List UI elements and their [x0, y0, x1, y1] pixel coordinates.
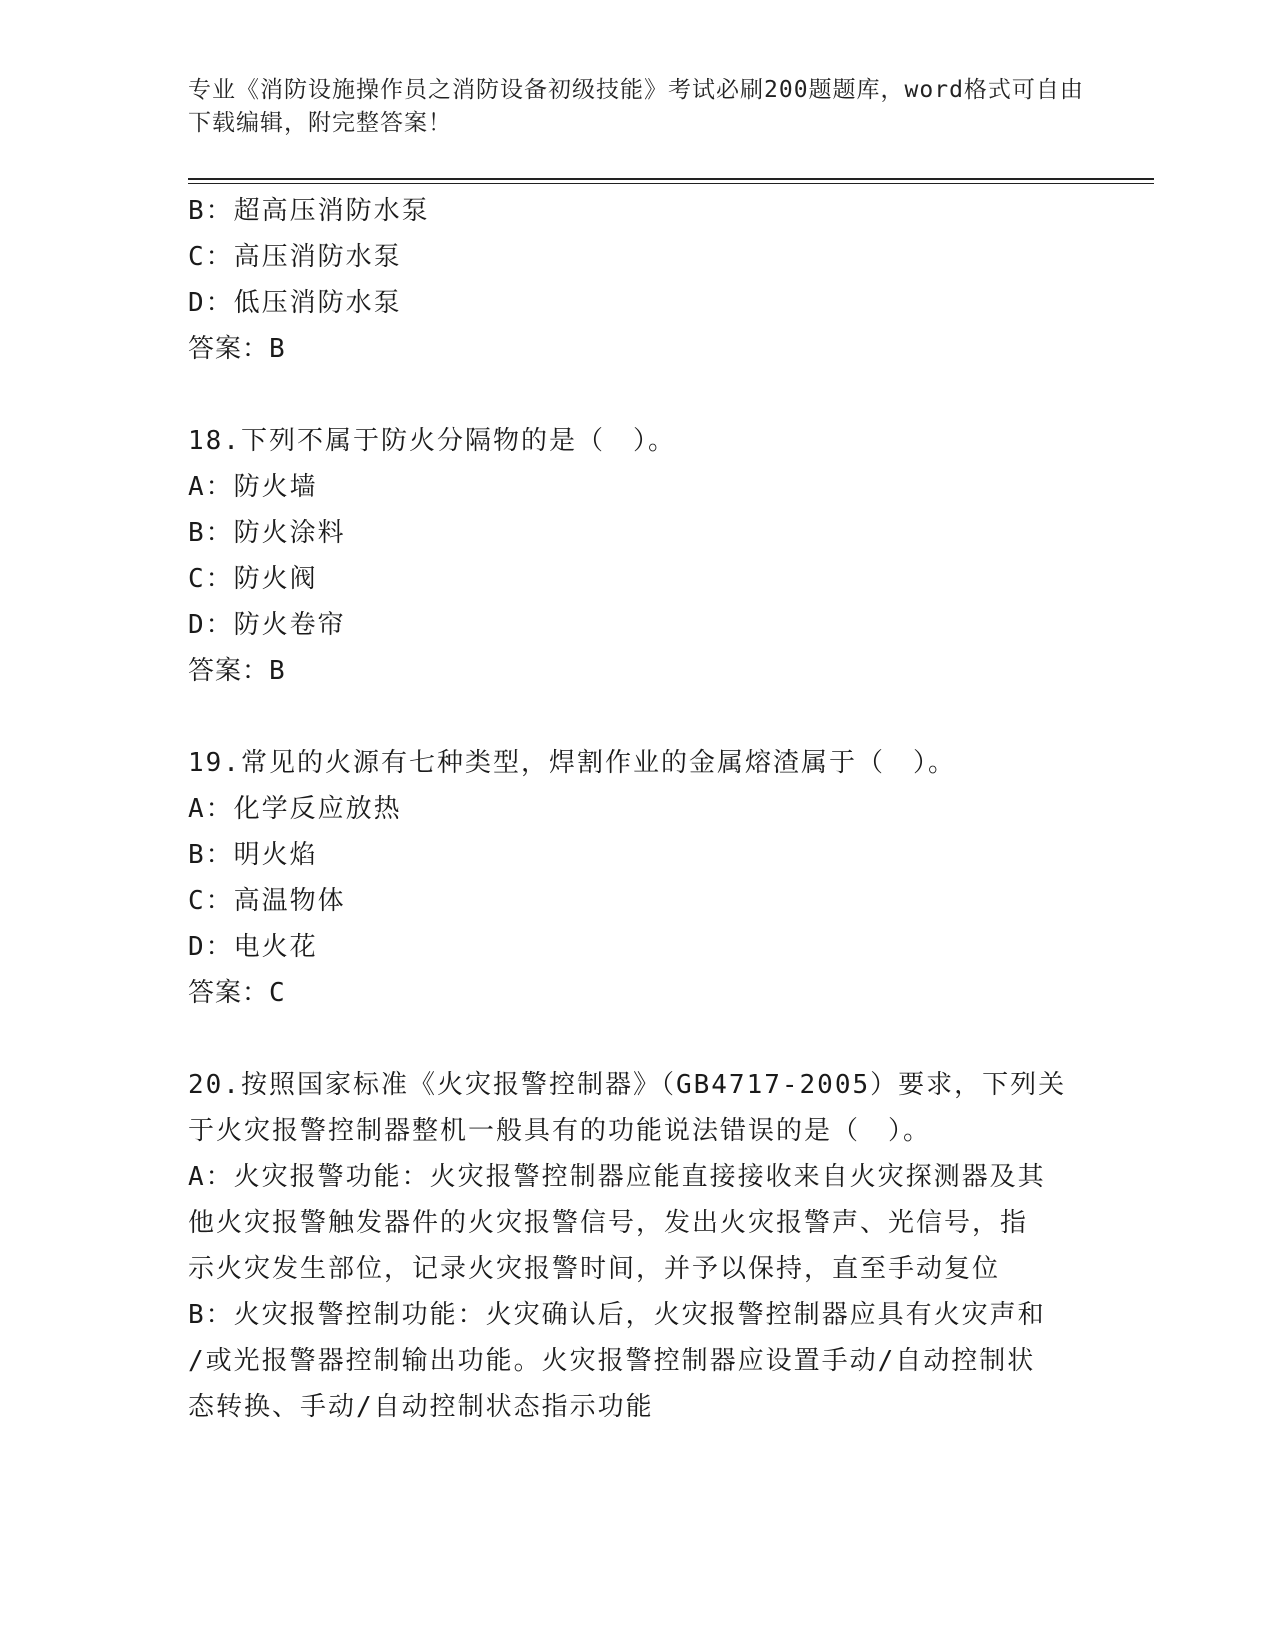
option-c: C：高温物体 — [188, 886, 346, 916]
option-a-line: 示火灾发生部位，记录火灾报警时间，并予以保持，直至手动复位 — [188, 1254, 1001, 1284]
option-b: B：明火焰 — [188, 840, 318, 870]
option-c: C：防火阀 — [188, 564, 318, 594]
question-spacer — [188, 694, 1088, 740]
option-b-line: /或光报警器控制输出功能。火灾报警控制器应设置手动/自动控制状 — [188, 1346, 1036, 1376]
option-b: B：超高压消防水泵 — [188, 196, 430, 226]
question-stem-line: 于火灾报警控制器整机一般具有的功能说法错误的是（ ）。 — [188, 1116, 932, 1146]
question-stem: 18.下列不属于防火分隔物的是（ ）。 — [188, 426, 676, 456]
option-d: D：低压消防水泵 — [188, 288, 402, 318]
page-header: 专业《消防设施操作员之消防设备初级技能》考试必刷200题题库，word格式可自由下载编辑，附完整答案！ — [188, 77, 1084, 136]
option-a-line: A：火灾报警功能：火灾报警控制器应能直接接收来自火灾探测器及其 — [188, 1162, 1046, 1192]
option-d: D：电火花 — [188, 932, 318, 962]
option-b-line: B：火灾报警控制功能：火灾确认后，火灾报警控制器应具有火灾声和 — [188, 1300, 1046, 1330]
header-rule-thick — [188, 178, 1154, 180]
question-spacer — [188, 372, 1088, 418]
option-c: C：高压消防水泵 — [188, 242, 402, 272]
option-b-line: 态转换、手动/自动控制状态指示功能 — [188, 1392, 654, 1422]
header-rule-thin — [188, 183, 1154, 184]
option-a-line: 他火灾报警触发器件的火灾报警信号，发出火灾报警声、光信号，指 — [188, 1208, 1029, 1238]
question-stem: 19.常见的火源有七种类型，焊割作业的金属熔渣属于（ ）。 — [188, 748, 956, 778]
question-content — [188, 188, 1088, 1430]
option-a: A：防火墙 — [188, 472, 318, 502]
option-a: A：化学反应放热 — [188, 794, 402, 824]
question-stem-line: 20.按照国家标准《火灾报警控制器》（GB4717-2005）要求，下列关 — [188, 1070, 1067, 1100]
answer-line: 答案：B — [188, 656, 286, 686]
option-b: B：防火涂料 — [188, 518, 346, 548]
answer-line: 答案：B — [188, 334, 286, 364]
option-d: D：防火卷帘 — [188, 610, 346, 640]
answer-line: 答案：C — [188, 978, 286, 1008]
question-spacer — [188, 1016, 1088, 1062]
